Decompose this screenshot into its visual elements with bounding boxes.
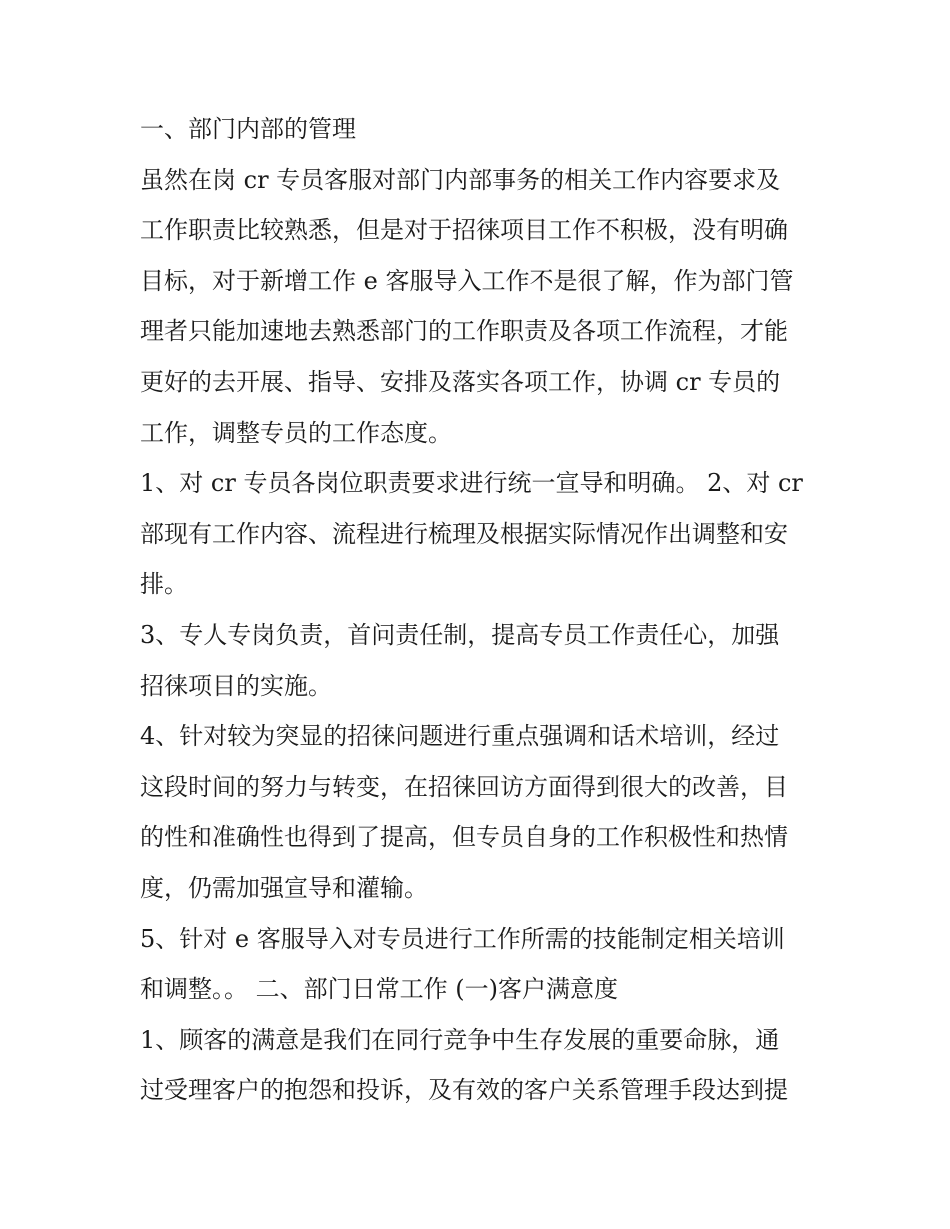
section-heading	[140, 104, 816, 155]
heading-text: 一、部门内部的管理	[140, 115, 356, 143]
paragraph-item-5	[140, 914, 816, 1015]
text-line: 3、专人专岗负责，首问责任制，提高专员工作责任心，加强	[140, 620, 780, 649]
document-body	[140, 104, 816, 1116]
paragraph-intro	[140, 155, 816, 459]
text-line: 理者只能加速地去熟悉部门的工作职责及各项工作流程，才能	[140, 317, 788, 346]
paragraph-item-4	[140, 711, 816, 913]
text-line: 和调整。。 二、部门日常工作 (一)客户满意度	[140, 975, 618, 1004]
paragraph-item-3	[140, 610, 816, 711]
text-line: 部现有工作内容、流程进行梳理及根据实际情况作出调整和安	[140, 519, 788, 548]
text-line: 招徕项目的实施。	[140, 671, 332, 700]
text-line: 更好的去开展、指导、安排及落实各项工作，协调 cr 专员的	[140, 367, 781, 396]
text-line: 工作，调整专员的工作态度。	[140, 418, 452, 447]
text-line: 目标，对于新增工作 e 客服导入工作不是很了解，作为部门管	[140, 266, 794, 295]
text-line: 虽然在岗 cr 专员客服对部门内部事务的相关工作内容要求及	[140, 165, 781, 194]
text-line: 4、针对较为突显的招徕问题进行重点强调和话术培训，经过	[140, 722, 780, 751]
text-line: 的性和准确性也得到了提高，但专员自身的工作积极性和热情	[140, 823, 788, 852]
text-line: 1、顾客的满意是我们在同行竞争中生存发展的重要命脉，通	[140, 1025, 780, 1054]
text-line: 5、针对 e 客服导入对专员进行工作所需的技能制定相关培训	[140, 924, 785, 953]
paragraph-item-1-2	[140, 458, 816, 610]
paragraph-customer-satisfaction-1	[140, 1015, 816, 1116]
text-line: 工作职责比较熟悉，但是对于招徕项目工作不积极，没有明确	[140, 216, 788, 245]
text-line: 这段时间的努力与转变，在招徕回访方面得到很大的改善，目	[140, 772, 788, 801]
text-line: 过受理客户的抱怨和投诉，及有效的客户关系管理手段达到提	[140, 1076, 788, 1105]
text-line: 1、对 cr 专员各岗位职责要求进行统一宣导和明确。 2、对 cr	[140, 469, 803, 498]
text-line: 排。	[140, 570, 188, 599]
text-line: 度，仍需加强宣导和灌输。	[140, 873, 428, 902]
